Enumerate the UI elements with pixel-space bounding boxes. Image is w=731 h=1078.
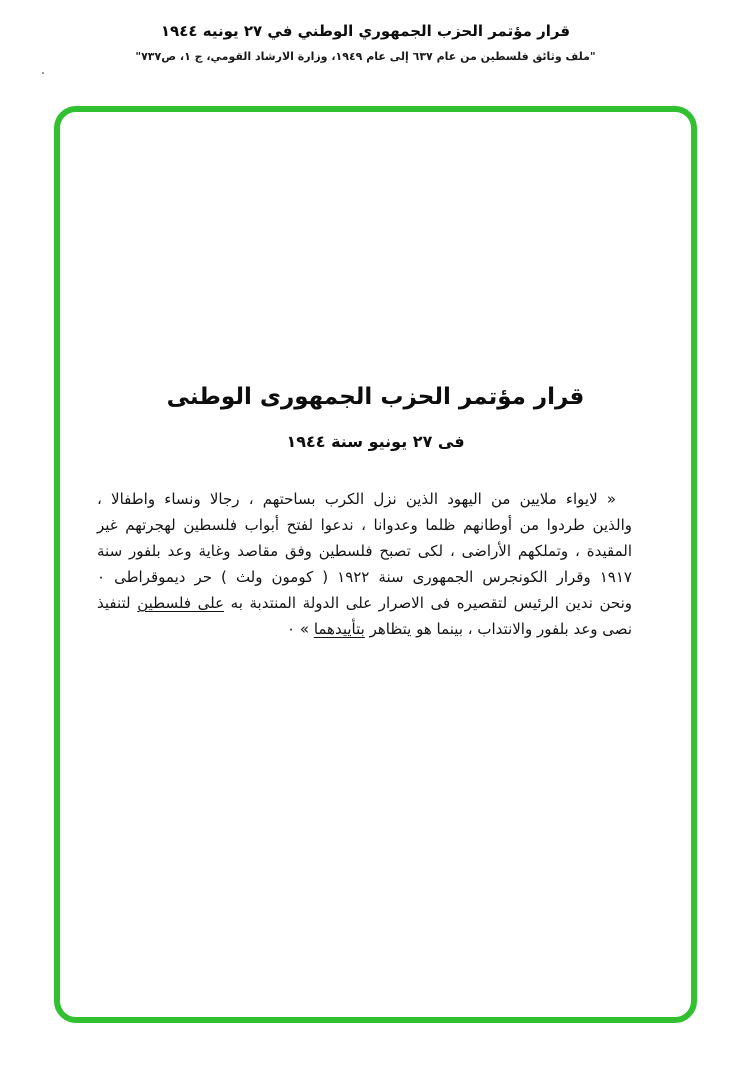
body-text: ونحن ندين الرئيس لتقصيره فى الاصرار على الدولة المنتدبة به — [224, 594, 632, 612]
body-line — [97, 564, 632, 590]
scan-artifact-speck — [42, 72, 44, 74]
document-title: قرار مؤتمر الحزب الجمهورى الوطنى — [166, 384, 585, 410]
header-source-citation: "ملف وثائق فلسطين من عام ٦٣٧ إلى عام ١٩٤٩، وزارة الارشاد القومي، ج ١، ص٧٣٧" — [135, 50, 596, 63]
body-text: ١٩١٧ وقرار الكونجرس الجمهورى سنة ١٩٢٢ ( كومون ولث ) حر ديموقراطى ٠ — [97, 568, 632, 586]
body-text: والذين طردوا من أوطانهم ظلما وعدوانا ، ندعوا لفتح أبواب فلسطين لهجرتهم غير — [97, 516, 632, 534]
underlined-text: بتأييدهما — [313, 620, 365, 638]
document-body — [97, 486, 632, 642]
header-title: قرار مؤتمر الحزب الجمهوري الوطني في ٢٧ يونيه ١٩٤٤ — [160, 22, 571, 40]
body-line — [97, 512, 632, 538]
page-header — [0, 22, 731, 63]
body-line — [97, 486, 632, 512]
document-subtitle: فى ٢٧ يونيو سنة ١٩٤٤ — [286, 432, 465, 451]
body-line — [97, 538, 632, 564]
body-text: نصى وعد بلفور والانتداب ، بينما هو يتظاهر — [364, 620, 632, 638]
underlined-text: على فلسطين — [137, 594, 225, 612]
body-text: » ٠ — [287, 620, 314, 638]
body-text: « لايواء ملايين من اليهود الذين نزل الكرب بساحتهم ، رجالا ونساء واطفالا ، — [97, 490, 616, 508]
body-text: لتنفيذ — [97, 594, 138, 612]
body-text: المقيدة ، وتملكهم الأراضى ، لكى تصبح فلسطين وفق مقاصد وغاية وعد بلفور سنة — [97, 542, 632, 560]
body-line — [97, 616, 632, 642]
document-page-frame — [54, 106, 697, 1023]
body-line — [97, 590, 632, 616]
